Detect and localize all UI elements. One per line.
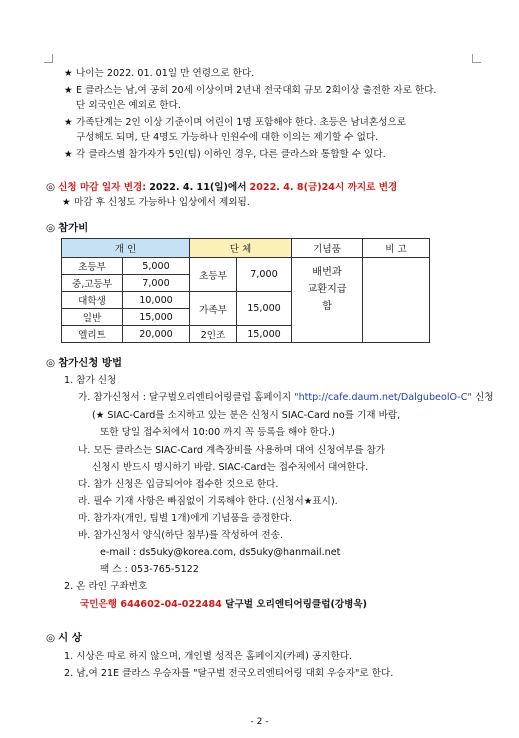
ind-fee: 15,000 [123,309,190,326]
app-ga: 가. 참가신청서 : 달구벌오리엔티어링클럽 홈페이지 "http://cafe.daum.net/DalgubeolO-C" 신청 [78,392,494,403]
grp-fee: 7,000 [237,258,292,292]
app-siac-2: 또한 당일 접수처에서 10:00 까지 꼭 등록을 해야 한다.) [100,427,335,438]
app-na-1: 나. 모든 클라스는 SIAC-Card 계측장비를 사용하며 대여 신청여부를 참가 [78,445,386,456]
ind-category: 일반 [62,309,123,326]
grp-category: 초등부 [190,258,237,292]
grp-category: 2인조 [190,326,237,343]
corner-mark-left [44,54,53,63]
app-ba: 바. 참가신청서 양식(하단 첨부)를 작성하여 전송. [78,530,283,541]
ind-fee: 5,000 [123,258,190,275]
deadline-label: 신청 마감 일자 변경: [58,182,147,193]
fee-table [61,238,430,343]
awards-item1: 1. 시상은 따로 하지 않으며, 개인별 성적은 홈페이지(카페) 공지한다. [64,651,353,662]
star-icon: ★ [64,117,73,128]
bank-account [80,599,367,611]
header-individual: 개 인 [62,239,190,258]
gift-line: 교환지급 [307,284,347,295]
section-mark-icon: ◎ [46,357,56,369]
star-icon: ★ [64,85,73,96]
app-na-2: 신청시 반드시 명시하기 바람. SIAC-Card는 접수처에서 대여한다. [92,462,369,473]
deadline-note: ★ 마감 후 신청도 가능하나 입상에서 제외됨. [62,197,250,208]
bullet-e-class: ★ E 클라스는 남,여 공히 20세 이상이며 2년내 전국대회 규모 2회이상 출전한 자로 한다. [64,85,437,96]
header-remarks: 비 고 [363,239,430,258]
app-ra: 라. 필수 기재 사항은 빠짐없이 기록해야 한다. (신청서★표시). [78,496,338,507]
star-icon: ★ [64,68,73,79]
awards-item2: 2. 남,여 21E 클라스 우승자를 "달구벌 전국오리엔티어링 대회 우승자"로 한다. [64,668,394,679]
application-heading [46,357,122,370]
bullet-family-cont: 구성해도 되며, 단 4명도 가능하나 인원수에 대한 이의는 제기할 수 없다. [76,132,379,143]
deadline-old-date: 2022. 4. 11(일)에서 [149,182,247,193]
page-number: - 2 - [250,717,269,727]
account-holder: 달구벌 오리엔티어링클럽(강병욱) [221,599,368,610]
ind-category: 초등부 [62,258,123,275]
deadline-new-date: 2022. 4. 8(금)24시 까지로 변경 [249,182,398,193]
section-mark-icon: ◎ [46,632,56,644]
bullet-age: ★ 나이는 2022. 01. 01일 만 연령으로 한다. [64,68,255,79]
grp-category: 가족부 [190,292,237,326]
awards-title: 시 상 [58,632,82,644]
bullet-merge: ★ 각 클라스별 참가자가 5인(팀) 이하인 경우, 다른 클라스와 통합할 수 있다. [64,149,386,160]
app-sub1: 1. 참가 신청 [64,375,117,386]
section-mark-icon: ◎ [46,222,56,234]
gift-line: 함 [322,301,332,312]
ind-category: 엘리트 [62,326,123,343]
gift-cell [292,258,363,343]
section-mark-icon: ◎ [46,181,56,193]
ind-category: 대학생 [62,292,123,309]
header-group: 단 체 [190,239,292,258]
header-gift: 기념품 [292,239,363,258]
corner-mark-right [472,54,481,63]
star-icon: ★ [62,197,71,208]
bank-number: 국민은행 644602-04-022484 [80,599,222,610]
app-fax: 팩 스 : 053-765-5122 [100,564,199,575]
app-siac-1: (★ SIAC-Card를 소지하고 있는 분은 신청시 SIAC-Card no를 기재 바람, [92,410,401,421]
ind-fee: 20,000 [123,326,190,343]
bullet-family: ★ 가족단계는 2인 이상 기준이며 어린이 1명 포함해야 한다. 초등은 남녀혼성으로 [64,117,406,128]
app-da: 다. 참가 신청은 입금되어야 접수한 것으로 한다. [78,479,279,490]
app-ma: 마. 참가자(개인, 팀별 1개)에게 기념품을 증정한다. [78,513,293,524]
fee-title: 참가비 [58,222,89,234]
awards-heading [46,632,82,645]
star-icon: ★ [64,149,73,160]
homepage-link[interactable]: "http://cafe.daum.net/DalgubeolO-C" [294,392,472,403]
table-row [62,258,430,275]
grp-fee: 15,000 [237,326,292,343]
application-title: 참가신청 방법 [58,357,122,369]
ind-fee: 7,000 [123,275,190,292]
deadline-heading [46,181,397,194]
ind-fee: 10,000 [123,292,190,309]
fee-heading [46,222,88,235]
remarks-cell [363,258,430,343]
app-sub2: 2. 온 라인 구좌번호 [64,581,148,592]
ind-category: 중,고등부 [62,275,123,292]
grp-fee: 15,000 [237,292,292,326]
bullet-e-class-cont: 단 외국인은 예외로 한다. [76,100,181,111]
app-email: e-mail : ds5uky@korea.com, ds5uky@hanmail.net [100,547,341,558]
gift-line: 배번과 [312,267,342,278]
